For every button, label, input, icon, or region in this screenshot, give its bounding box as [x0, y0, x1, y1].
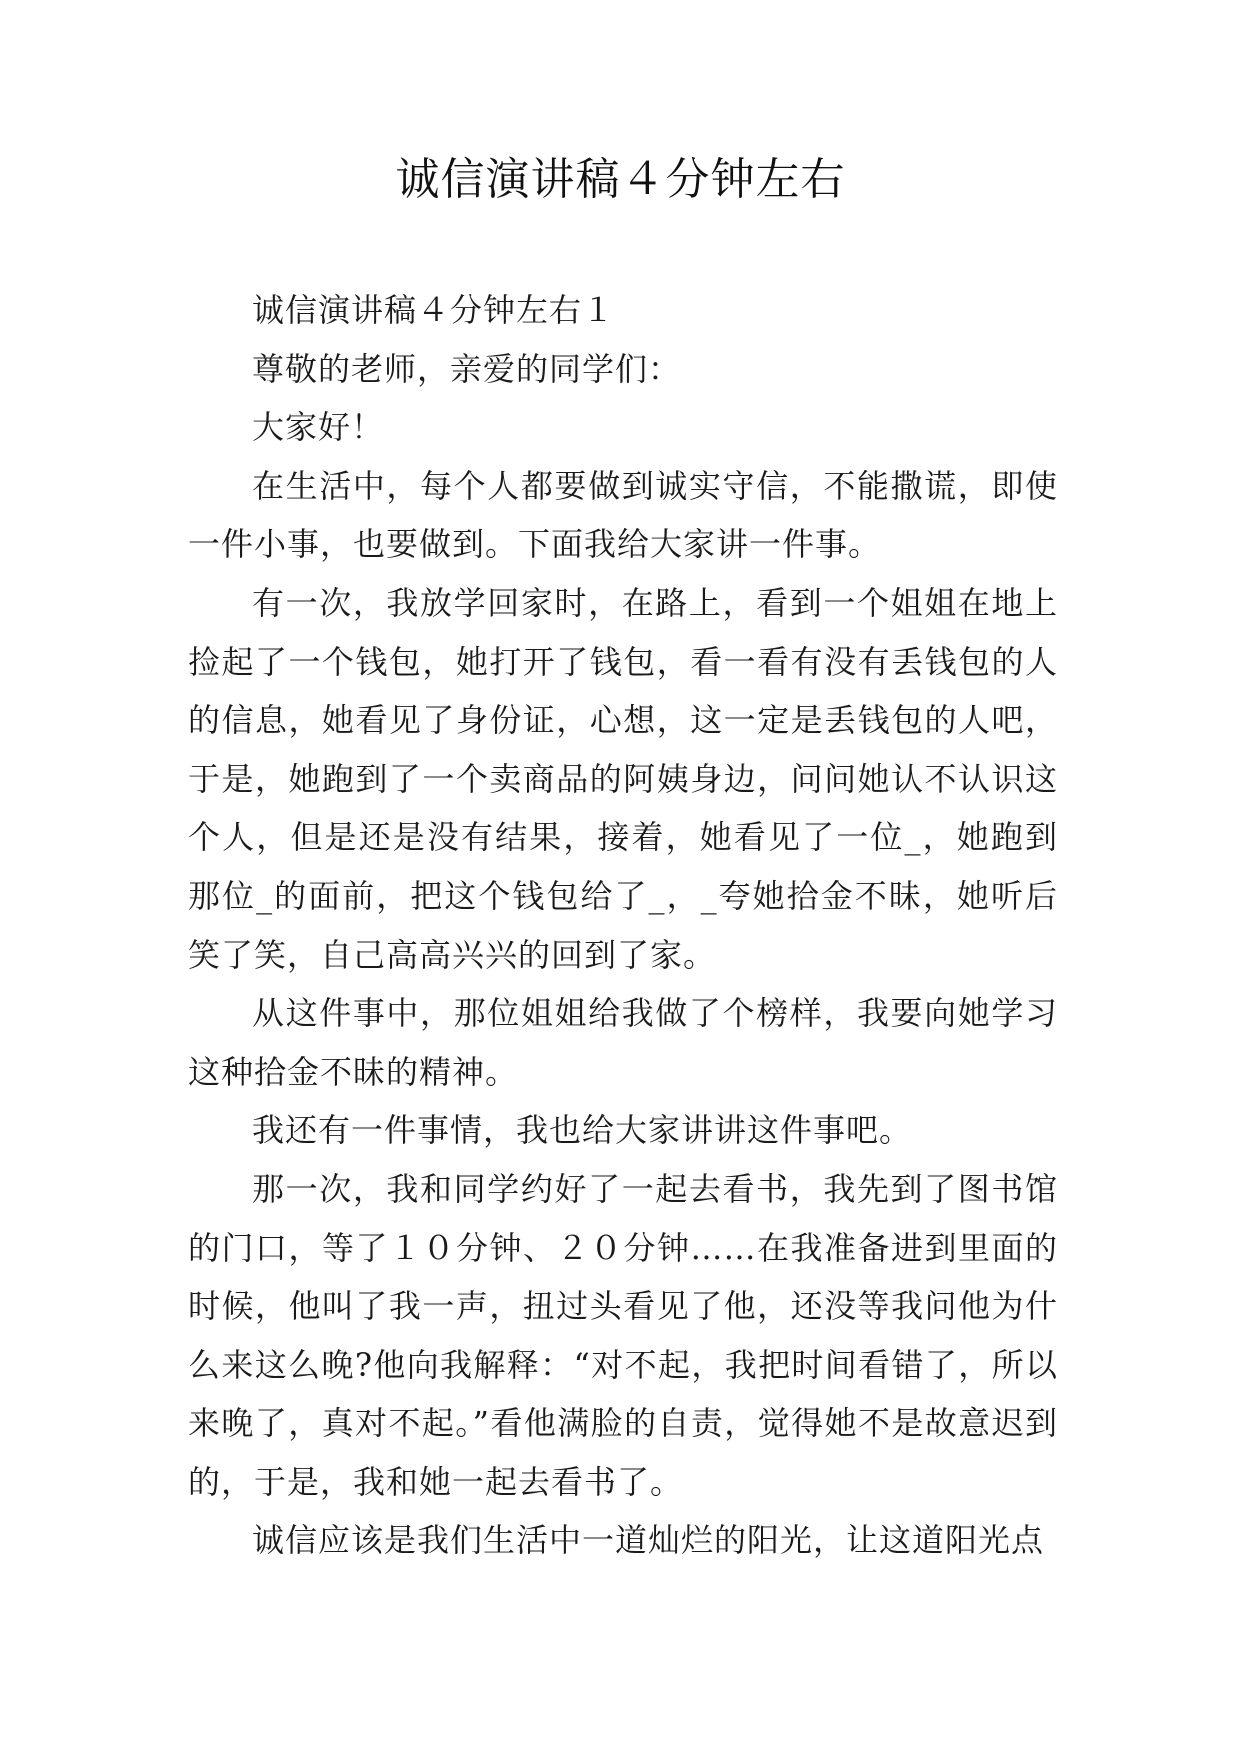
salutation: 尊敬的老师，亲爱的同学们： — [252, 349, 682, 388]
paragraph-intro: 在生活中，每个人都要做到诚实守信，不能撒谎，即使一件小事，也要做到。下面我给大家讲一件事。 — [188, 466, 1058, 564]
heading-line: 诚信演讲稿４分钟左右１ — [252, 291, 616, 329]
paragraph-transition: 我还有一件事情，我也给大家讲讲这件事吧。 — [252, 1111, 913, 1150]
paragraph-lesson-one: 从这件事中，那位姐姐给我做了个榜样，我要向她学习这种拾金不昧的精神。 — [188, 994, 1058, 1091]
greeting: 大家好！ — [252, 408, 385, 447]
paragraph-story-two: 那一次，我和同学约好了一起去看书，我先到了图书馆的门口，等了１０分钟、２０分钟……在我准备进到里面的时候，他叫了我一声，扭过头看见了他，还没等我问他为什么来这么晚?他向我解释：“对不起，我把时间看错了，所以来晚了，真对不起。”看他满脸的自责，觉得她不是故意迟到的，于是，我和她一起去看书了。 — [188, 1169, 1058, 1501]
document-body — [188, 281, 1058, 1570]
paragraph-conclusion: 诚信应该是我们生活中一道灿烂的阳光，让这道阳光点 — [252, 1521, 1045, 1560]
document-title: 诚信演讲稿４分钟左右 — [395, 154, 846, 205]
paragraph-story-one: 有一次，我放学回家时，在路上，看到一个姐姐在地上捡起了一个钱包，她打开了钱包，看一看有没有丢钱包的人的信息，她看见了身份证，心想，这一定是丢钱包的人吧，于是，她跑到了一个卖商品的阿姨身边，问问她认不认识这个人，但是还是没有结果，接着，她看见了一位_，她跑到那位_的面前，把这个钱包给了_，_夸她拾金不昧，她听后笑了笑，自己高高兴兴的回到了家。 — [188, 583, 1058, 974]
